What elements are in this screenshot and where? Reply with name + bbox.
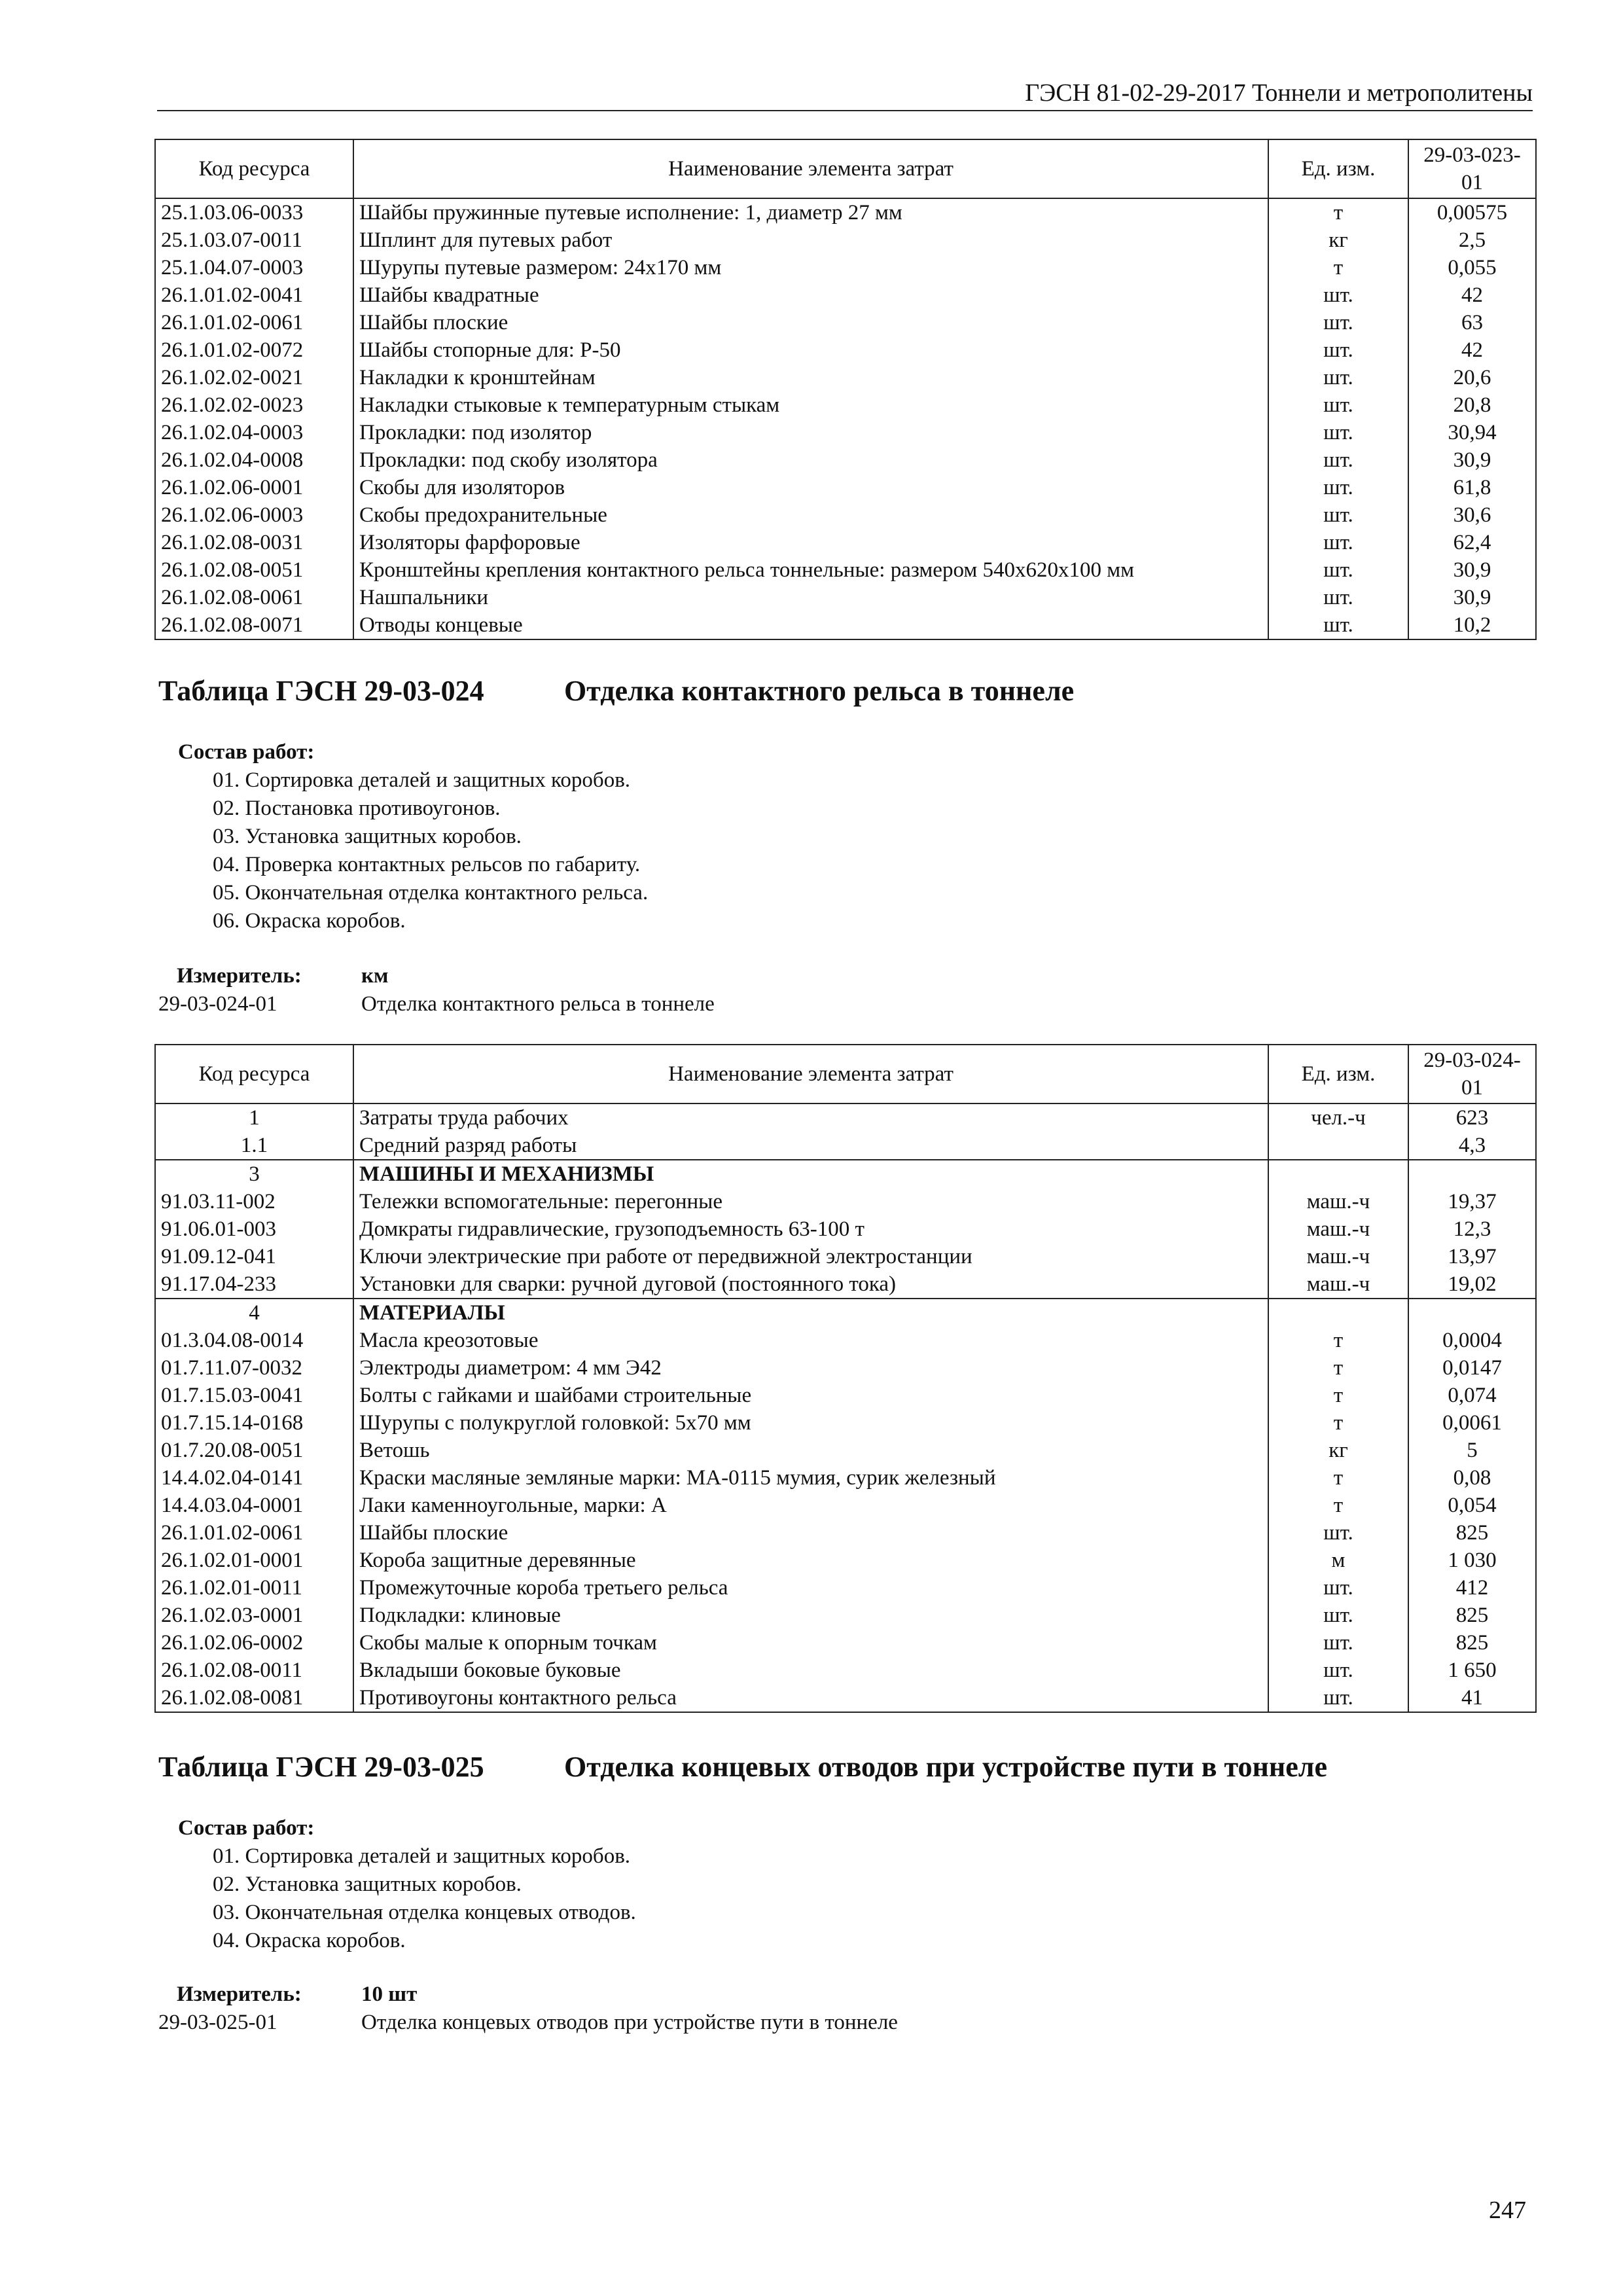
cell-code: 26.1.01.02-0041 xyxy=(155,281,353,309)
cell-value: 30,9 xyxy=(1408,446,1536,474)
table-row xyxy=(155,1215,1536,1243)
norm-code: 29-03-024-01 xyxy=(158,992,277,1016)
cell-name: Отводы концевые xyxy=(353,611,1268,639)
cell-code: 26.1.02.06-0002 xyxy=(155,1629,353,1657)
cell-name: Шплинт для путевых работ xyxy=(353,226,1268,254)
cell-value: 13,97 xyxy=(1408,1243,1536,1270)
work-item: 05. Окончательная отделка контактного рельса. xyxy=(213,881,649,905)
cell-value: 42 xyxy=(1408,336,1536,364)
norm-name: Отделка концевых отводов при устройстве пути в тоннеле xyxy=(361,2011,898,2034)
table-row xyxy=(155,1657,1536,1684)
cell-code: 14.4.02.04-0141 xyxy=(155,1464,353,1492)
cell-name: Подкладки: клиновые xyxy=(353,1602,1268,1629)
cell-unit: т xyxy=(1268,1492,1408,1519)
cell-value: 30,94 xyxy=(1408,419,1536,446)
cell-unit: шт. xyxy=(1268,556,1408,584)
cell-unit: кг xyxy=(1268,226,1408,254)
cell-code: 01.7.15.14-0168 xyxy=(155,1409,353,1437)
cell-unit: т xyxy=(1268,1327,1408,1354)
cell-name: Установки для сварки: ручной дуговой (постоянного тока) xyxy=(353,1270,1268,1299)
cell-value: 61,8 xyxy=(1408,474,1536,501)
cell-unit: маш.-ч xyxy=(1268,1188,1408,1215)
table-row xyxy=(155,1243,1536,1270)
table-row xyxy=(155,419,1536,446)
header-unit: Ед. изм. xyxy=(1268,1045,1408,1103)
cell-value: 4,3 xyxy=(1408,1132,1536,1160)
cell-unit xyxy=(1268,1132,1408,1160)
cell-name: МАШИНЫ И МЕХАНИЗМЫ xyxy=(353,1160,1268,1188)
work-list xyxy=(178,1842,636,1955)
cell-code: 26.1.02.01-0011 xyxy=(155,1574,353,1602)
cell-value: 0,0147 xyxy=(1408,1354,1536,1382)
table-row xyxy=(155,391,1536,419)
work-item: 01. Сортировка деталей и защитных коробов. xyxy=(213,1844,631,1868)
cell-unit: шт. xyxy=(1268,501,1408,529)
cell-name: Средний разряд работы xyxy=(353,1132,1268,1160)
cell-name: Прокладки: под изолятор xyxy=(353,419,1268,446)
table-row xyxy=(155,226,1536,254)
cell-unit: т xyxy=(1268,254,1408,281)
cell-unit: т xyxy=(1268,1409,1408,1437)
header-norm-code: 29-03-023-01 xyxy=(1408,139,1536,198)
table-title: Отделка концевых отводов при устройстве пути в тоннеле xyxy=(564,1751,1327,1783)
cell-code: 26.1.02.03-0001 xyxy=(155,1602,353,1629)
work-composition-025 xyxy=(178,1814,636,1955)
work-item: 03. Окончательная отделка концевых отводов. xyxy=(213,1901,636,1924)
cell-name: Лаки каменноугольные, марки: А xyxy=(353,1492,1268,1519)
cell-code: 25.1.03.07-0011 xyxy=(155,226,353,254)
table-row xyxy=(155,1327,1536,1354)
table-row xyxy=(155,611,1536,639)
cell-value xyxy=(1408,1160,1536,1188)
cell-code: 01.7.11.07-0032 xyxy=(155,1354,353,1382)
cell-name: Затраты труда рабочих xyxy=(353,1103,1268,1132)
cell-name: Шайбы плоские xyxy=(353,1519,1268,1547)
cell-unit: шт. xyxy=(1268,309,1408,336)
cell-value: 0,074 xyxy=(1408,1382,1536,1409)
meter-row-024 xyxy=(158,962,389,990)
page-number: 247 xyxy=(1489,2197,1526,2224)
cell-code: 26.1.02.08-0071 xyxy=(155,611,353,639)
cell-unit: кг xyxy=(1268,1437,1408,1464)
cell-value: 42 xyxy=(1408,281,1536,309)
cell-unit: шт. xyxy=(1268,1684,1408,1712)
work-composition-label: Состав работ: xyxy=(178,740,315,764)
table-row xyxy=(155,1409,1536,1437)
work-item: 02. Установка защитных коробов. xyxy=(213,1873,522,1896)
table-row xyxy=(155,1547,1536,1574)
cell-code: 01.3.04.08-0014 xyxy=(155,1327,353,1354)
cell-unit: маш.-ч xyxy=(1268,1243,1408,1270)
norm-name: Отделка контактного рельса в тоннеле xyxy=(361,992,715,1016)
cell-value: 20,6 xyxy=(1408,364,1536,391)
cell-name: Шайбы стопорные для: Р-50 xyxy=(353,336,1268,364)
cell-name: Изоляторы фарфоровые xyxy=(353,529,1268,556)
cell-code: 91.06.01-003 xyxy=(155,1215,353,1243)
cell-name: Скобы для изоляторов xyxy=(353,474,1268,501)
cell-code: 26.1.01.02-0072 xyxy=(155,336,353,364)
table-row xyxy=(155,1103,1536,1132)
cell-code: 1 xyxy=(155,1103,353,1132)
cell-name: Краски масляные земляные марки: МА-0115 мумия, сурик железный xyxy=(353,1464,1268,1492)
cell-code: 1.1 xyxy=(155,1132,353,1160)
table-row xyxy=(155,1684,1536,1712)
cell-code: 26.1.02.08-0031 xyxy=(155,529,353,556)
cell-name: МАТЕРИАЛЫ xyxy=(353,1299,1268,1327)
work-item: 04. Проверка контактных рельсов по габариту. xyxy=(213,853,641,876)
work-item: 03. Установка защитных коробов. xyxy=(213,825,522,848)
cell-name: Скобы предохранительные xyxy=(353,501,1268,529)
table-row xyxy=(155,556,1536,584)
table-row xyxy=(155,1492,1536,1519)
cell-value: 10,2 xyxy=(1408,611,1536,639)
cell-value: 19,37 xyxy=(1408,1188,1536,1215)
meter-value: 10 шт xyxy=(361,1982,418,2006)
cell-value: 20,8 xyxy=(1408,391,1536,419)
running-header xyxy=(157,77,1533,111)
cell-code: 26.1.02.02-0023 xyxy=(155,391,353,419)
cell-value: 12,3 xyxy=(1408,1215,1536,1243)
table-row xyxy=(155,198,1536,226)
cell-name: Кронштейны крепления контактного рельса тоннельные: размером 540х620х100 мм xyxy=(353,556,1268,584)
cell-code: 26.1.02.04-0003 xyxy=(155,419,353,446)
cell-unit: шт. xyxy=(1268,1574,1408,1602)
cell-value: 30,9 xyxy=(1408,556,1536,584)
cell-code: 26.1.02.08-0061 xyxy=(155,584,353,611)
cell-name: Скобы малые к опорным точкам xyxy=(353,1629,1268,1657)
meter-label: Измеритель: xyxy=(177,964,302,988)
cell-name: Шайбы плоские xyxy=(353,309,1268,336)
cell-value: 0,08 xyxy=(1408,1464,1536,1492)
cell-code: 26.1.01.02-0061 xyxy=(155,309,353,336)
cell-unit: т xyxy=(1268,198,1408,226)
cell-unit: шт. xyxy=(1268,446,1408,474)
cell-unit: шт. xyxy=(1268,611,1408,639)
table-title: Отделка контактного рельса в тоннеле xyxy=(564,675,1075,707)
cell-code: 26.1.02.08-0051 xyxy=(155,556,353,584)
cell-code: 26.1.02.04-0008 xyxy=(155,446,353,474)
table-row xyxy=(155,281,1536,309)
table-row xyxy=(155,1354,1536,1382)
cell-value: 30,6 xyxy=(1408,501,1536,529)
table-row xyxy=(155,1602,1536,1629)
table-row xyxy=(155,446,1536,474)
meter-value: км xyxy=(361,964,389,988)
cell-name: Вкладыши боковые буковые xyxy=(353,1657,1268,1684)
cell-name: Шурупы с полукруглой головкой: 5x70 мм xyxy=(353,1409,1268,1437)
cell-unit: т xyxy=(1268,1464,1408,1492)
header-name: Наименование элемента затрат xyxy=(353,1045,1268,1103)
cell-value: 412 xyxy=(1408,1574,1536,1602)
table-number: Таблица ГЭСН 29-03-025 xyxy=(158,1751,484,1783)
table-row xyxy=(155,1464,1536,1492)
cell-name: Электроды диаметром: 4 мм Э42 xyxy=(353,1354,1268,1382)
section-row xyxy=(155,1299,1536,1327)
cell-code: 4 xyxy=(155,1299,353,1327)
cell-value: 0,00575 xyxy=(1408,198,1536,226)
table-row xyxy=(155,1270,1536,1299)
table-row xyxy=(155,1574,1536,1602)
cell-code: 91.09.12-041 xyxy=(155,1243,353,1270)
cell-name: Накладки стыковые к температурным стыкам xyxy=(353,391,1268,419)
header-code: Код ресурса xyxy=(155,139,353,198)
cell-name: Шурупы путевые размером: 24x170 мм xyxy=(353,254,1268,281)
cell-value: 0,0061 xyxy=(1408,1409,1536,1437)
cell-value: 0,055 xyxy=(1408,254,1536,281)
work-list xyxy=(178,766,648,935)
table-row xyxy=(155,1519,1536,1547)
work-composition-024 xyxy=(178,738,648,935)
table-row xyxy=(155,1629,1536,1657)
cell-unit: маш.-ч xyxy=(1268,1215,1408,1243)
cell-value: 63 xyxy=(1408,309,1536,336)
cell-name: Нашпальники xyxy=(353,584,1268,611)
table-row xyxy=(155,254,1536,281)
cell-unit: шт. xyxy=(1268,281,1408,309)
table-row xyxy=(155,501,1536,529)
cell-value: 30,9 xyxy=(1408,584,1536,611)
header-unit: Ед. изм. xyxy=(1268,139,1408,198)
table-row xyxy=(155,1132,1536,1160)
resource-table-024 xyxy=(154,1044,1537,1713)
cell-code: 26.1.02.06-0003 xyxy=(155,501,353,529)
cell-unit: чел.-ч xyxy=(1268,1103,1408,1132)
work-item: 01. Сортировка деталей и защитных коробов. xyxy=(213,768,631,792)
table-row xyxy=(155,1437,1536,1464)
table-row xyxy=(155,1188,1536,1215)
cell-unit: шт. xyxy=(1268,1629,1408,1657)
cell-code: 26.1.02.06-0001 xyxy=(155,474,353,501)
work-item: 02. Постановка противоугонов. xyxy=(213,797,501,820)
cell-name: Короба защитные деревянные xyxy=(353,1547,1268,1574)
cell-value: 825 xyxy=(1408,1519,1536,1547)
cell-code: 25.1.04.07-0003 xyxy=(155,254,353,281)
norm-item-024 xyxy=(158,990,715,1018)
cell-unit: т xyxy=(1268,1382,1408,1409)
table-row xyxy=(155,309,1536,336)
cell-value: 825 xyxy=(1408,1602,1536,1629)
header-name: Наименование элемента затрат xyxy=(353,139,1268,198)
cell-unit: шт. xyxy=(1268,1657,1408,1684)
cell-code: 26.1.02.02-0021 xyxy=(155,364,353,391)
work-item: 06. Окраска коробов. xyxy=(213,909,406,933)
table-row xyxy=(155,584,1536,611)
cell-value: 1 030 xyxy=(1408,1547,1536,1574)
cell-unit xyxy=(1268,1160,1408,1188)
cell-unit: т xyxy=(1268,1354,1408,1382)
resource-table-023 xyxy=(154,139,1537,640)
cell-code: 26.1.02.01-0001 xyxy=(155,1547,353,1574)
cell-unit: шт. xyxy=(1268,419,1408,446)
cell-name: Ключи электрические при работе от передвижной электростанции xyxy=(353,1243,1268,1270)
cell-value: 825 xyxy=(1408,1629,1536,1657)
cell-value xyxy=(1408,1299,1536,1327)
cell-code: 25.1.03.06-0033 xyxy=(155,198,353,226)
norm-item-025 xyxy=(158,2009,898,2037)
cell-name: Противоугоны контактного рельса xyxy=(353,1684,1268,1712)
cell-code: 01.7.20.08-0051 xyxy=(155,1437,353,1464)
table-row xyxy=(155,1382,1536,1409)
cell-name: Шайбы пружинные путевые исполнение: 1, диаметр 27 мм xyxy=(353,198,1268,226)
section-row xyxy=(155,1160,1536,1188)
cell-unit xyxy=(1268,1299,1408,1327)
cell-name: Накладки к кронштейнам xyxy=(353,364,1268,391)
cell-code: 91.03.11-002 xyxy=(155,1188,353,1215)
cell-unit: шт. xyxy=(1268,474,1408,501)
cell-value: 1 650 xyxy=(1408,1657,1536,1684)
cell-unit: шт. xyxy=(1268,364,1408,391)
table-heading-024 xyxy=(158,674,1074,708)
header-code: Код ресурса xyxy=(155,1045,353,1103)
cell-value: 62,4 xyxy=(1408,529,1536,556)
cell-value: 0,0004 xyxy=(1408,1327,1536,1354)
cell-value: 2,5 xyxy=(1408,226,1536,254)
cell-code: 14.4.03.04-0001 xyxy=(155,1492,353,1519)
cell-name: Болты с гайками и шайбами строительные xyxy=(353,1382,1268,1409)
cell-unit: м xyxy=(1268,1547,1408,1574)
cell-name: Прокладки: под скобу изолятора xyxy=(353,446,1268,474)
cell-code: 91.17.04-233 xyxy=(155,1270,353,1299)
cell-unit: шт. xyxy=(1268,336,1408,364)
cell-value: 41 xyxy=(1408,1684,1536,1712)
work-item: 04. Окраска коробов. xyxy=(213,1929,406,1952)
cell-unit: шт. xyxy=(1268,584,1408,611)
cell-code: 01.7.15.03-0041 xyxy=(155,1382,353,1409)
cell-code: 26.1.01.02-0061 xyxy=(155,1519,353,1547)
cell-value: 5 xyxy=(1408,1437,1536,1464)
table-row xyxy=(155,529,1536,556)
cell-name: Масла креозотовые xyxy=(353,1327,1268,1354)
table-row xyxy=(155,364,1536,391)
cell-unit: шт. xyxy=(1268,1519,1408,1547)
cell-name: Домкраты гидравлические, грузоподъемность 63-100 т xyxy=(353,1215,1268,1243)
cell-unit: шт. xyxy=(1268,1602,1408,1629)
table-row xyxy=(155,336,1536,364)
cell-value: 623 xyxy=(1408,1103,1536,1132)
cell-code: 26.1.02.08-0081 xyxy=(155,1684,353,1712)
cell-value: 19,02 xyxy=(1408,1270,1536,1299)
cell-unit: шт. xyxy=(1268,529,1408,556)
cell-name: Ветошь xyxy=(353,1437,1268,1464)
cell-code: 3 xyxy=(155,1160,353,1188)
table-heading-025 xyxy=(158,1750,1327,1784)
cell-value: 0,054 xyxy=(1408,1492,1536,1519)
cell-name: Шайбы квадратные xyxy=(353,281,1268,309)
norm-code: 29-03-025-01 xyxy=(158,2011,277,2034)
header-norm-code: 29-03-024-01 xyxy=(1408,1045,1536,1103)
table-number: Таблица ГЭСН 29-03-024 xyxy=(158,675,484,707)
table-row xyxy=(155,474,1536,501)
cell-unit: маш.-ч xyxy=(1268,1270,1408,1299)
cell-code: 26.1.02.08-0011 xyxy=(155,1657,353,1684)
document-title: ГЭСН 81-02-29-2017 Тоннели и метрополитены xyxy=(1025,79,1533,107)
cell-name: Промежуточные короба третьего рельса xyxy=(353,1574,1268,1602)
cell-name: Тележки вспомогательные: перегонные xyxy=(353,1188,1268,1215)
cell-unit: шт. xyxy=(1268,391,1408,419)
meter-row-025 xyxy=(158,1981,417,2009)
meter-label: Измеритель: xyxy=(177,1982,302,2006)
work-composition-label: Состав работ: xyxy=(178,1816,315,1840)
